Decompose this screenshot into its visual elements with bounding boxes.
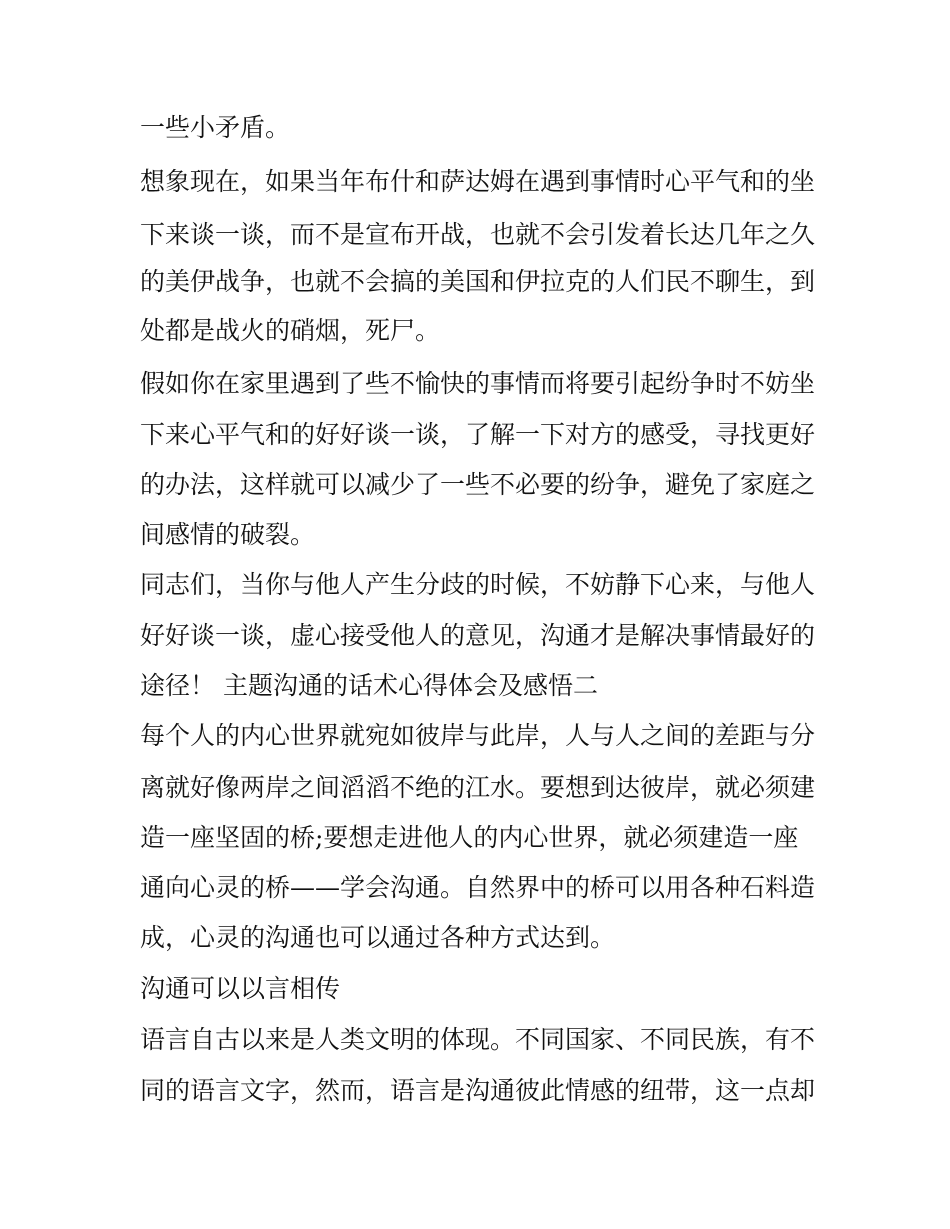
text-line: 一些小矛盾。: [140, 113, 291, 142]
text-line: 途径！ 主题沟通的话术心得体会及感悟二: [140, 671, 598, 700]
text-line: 的美伊战争，也就不会搞的美国和伊拉克的人们民不聊生，到: [140, 267, 816, 296]
text-line: 同志们，当你与他人产生分歧的时候，不妨静下心来，与他人: [140, 570, 816, 599]
text-line: 同的语言文字，然而，语言是沟通彼此情感的纽带，这一点却: [140, 1076, 816, 1105]
text-line: 沟通可以以言相传: [140, 974, 341, 1003]
text-line: 下来谈一谈，而不是宣布开战，也就不会引发着长达几年之久: [140, 220, 816, 249]
text-line: 下来心平气和的好好谈一谈，了解一下对方的感受，寻找更好: [140, 420, 816, 449]
text-line: 成，心灵的沟通也可以通过各种方式达到。: [140, 923, 616, 952]
text-line: 造一座坚固的桥;要想走进他人的内心世界，就必须建造一座: [140, 823, 799, 852]
text-line: 处都是战火的硝烟，死尸。: [140, 316, 441, 345]
text-line: 离就好像两岸之间滔滔不绝的江水。要想到达彼岸，就必须建: [140, 773, 816, 802]
text-line: 假如你在家里遇到了些不愉快的事情而将要引起纷争时不妨坐: [140, 369, 816, 398]
text-line: 每个人的内心世界就宛如彼岸与此岸，人与人之间的差距与分: [140, 721, 816, 750]
text-line: 的办法，这样就可以减少了一些不必要的纷争，避免了家庭之: [140, 470, 816, 499]
text-line: 语言自古以来是人类文明的体现。不同国家、不同民族，有不: [140, 1025, 816, 1054]
text-line: 间感情的破裂。: [140, 520, 316, 549]
text-line: 好好谈一谈，虚心接受他人的意见，沟通才是解决事情最好的: [140, 621, 816, 650]
text-line: 想象现在，如果当年布什和萨达姆在遇到事情时心平气和的坐: [140, 167, 816, 196]
text-line: 通向心灵的桥——学会沟通。自然界中的桥可以用各种石料造: [140, 873, 816, 902]
